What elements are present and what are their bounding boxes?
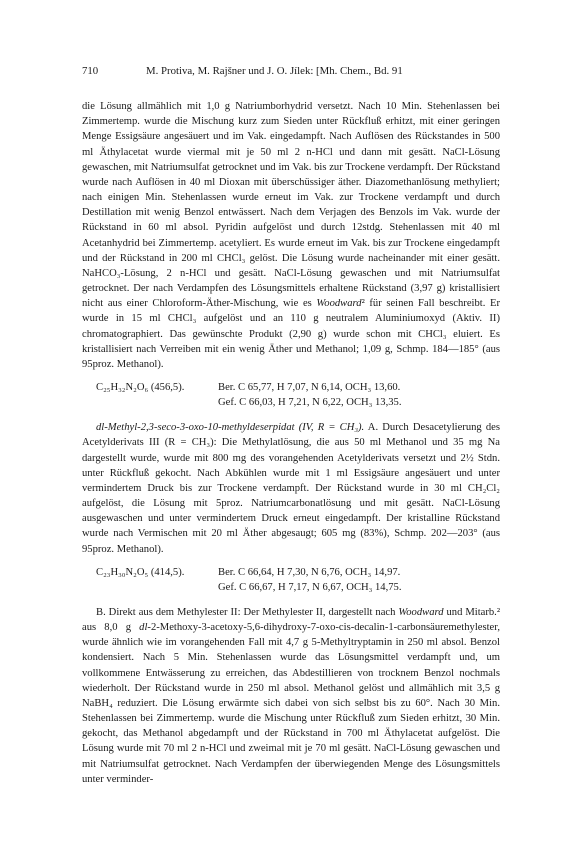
paragraph-text: und Mitarb.² aus 8,0 g — [82, 607, 500, 634]
molecular-formula: C₂₅H₃₂N₂O₆ (456,5). — [96, 381, 185, 393]
analysis-calculated: Ber. C 66,64, H 7,30, N 6,76, OCH₃ 14,97. — [218, 566, 401, 578]
journal-page — [82, 64, 500, 787]
paragraph-reduction — [82, 99, 500, 372]
paragraph-text: die Lösung allmählich mit 1,0 g Natriumborhydrid versetzt. Nach 10 Min. Stehenlassen bei Zimmertemp. wurde die Mischung kurz zum Sieden unter Rückfluß erhitzt, mit einer geringen Menge Essigsäure angesäuert und im Vak. eingedampft. Nach Auflösen des Rückstandes in 500 ml Äthylacetat wurde viermal mit je 50 ml 2 n-HCl und dann mit gesätt. NaCl-Lösung gewaschen, mit Natriumsulfat getrocknet und im Vak. bis zur Trockene verdampft. Der Rückstand wurde nach Auflösen in 40 ml Dioxan mit überschüssiger äther. Diazomethanlösung methyliert; nach einigen Min. Stehenlassen wurde erneut im Vak. zur Trockene verdampft und durch Destillation mit wenig Benzol entwässert. Nach dem Verjagen des Benzols im Vak. wurde der Rückstand in 60 ml absol. Pyridin aufgelöst und durch 12stdg. Stehenlassen mit 40 ml Acetanhydrid bei Zimmertemp. acetyliert. Es wurde erneut im Vak. bis zur Trockene eingedampft und der Rückstand in 200 ml CHCl₃ gelöst. Die Lösung wurde nacheinander mit einer gesätt. NaHCO₃-Lösung, 2 n-HCl und gesätt. NaCl-Lösung gewaschen und mit Natriumsulfat getrocknet. Der nach Verdampfen des Lösungsmittels erhaltene Rückstand (3,97 g) kristallisiert nicht aus einer Chloroform-Äther-Mischung, wie es — [82, 101, 500, 310]
stereo-prefix: dl — [139, 622, 148, 634]
paragraph-method-b — [82, 605, 500, 787]
running-head: M. Protiva, M. Rajšner und J. O. Jílek: [Mh. Chem., Bd. 91 — [146, 65, 403, 77]
paragraph-text: A. Durch Desacetylierung des Acetylderivats III (R = CH₃): Die Methylatlösung, die aus 50 ml Methanol und 35 mg Na dargestellt wurde, wurde mit 800 mg des vorangehenden Acetylderivats versetzt und 2½ Stdn. unter Rückfluß gekocht. Nach Abkühlen wurde mit 1 ml Essigsäure angesäuert und unter vermindertem Druck bis zur Trockene verdampft. Der Rückstand wurde in 30 ml CH₂Cl₂ aufgelöst, die Lösung mit 5proz. Natriumcarbonatlösung und mit gesätt. NaCl-Lösung ausgewaschen und unter vermindertem Druck erneut eingedampft. Der kristalline Rückstand wurde nach Vermischen mit 20 ml Äther abgesaugt; 605 mg (83%), Schmp. 202—203° (aus 95proz. Methanol). — [82, 422, 500, 555]
elemental-analysis — [218, 565, 500, 595]
paragraph-compound-iv — [82, 420, 500, 556]
paragraph-text: B. Direkt aus dem Methylester II: Der Methylester II, dargestellt nach — [96, 607, 396, 618]
page-header — [82, 64, 500, 79]
analysis-found: Gef. C 66,67, H 7,17, N 6,67, OCH₃ 14,75. — [218, 581, 402, 593]
analysis-calculated: Ber. C 65,77, H 7,07, N 6,14, OCH₃ 13,60. — [218, 381, 401, 393]
molecular-formula: C₂₃H₃₀N₂O₅ (414,5). — [96, 566, 185, 578]
analysis-block — [82, 380, 500, 410]
paragraph-text: -2-Methoxy-3-acetoxy-5,6-dihydroxy-7-oxo-cis-decalin-1-carbonsäuremethylester, wurde ähnlich wie im vorangehenden Fall mit 4,7 g 5-Methyltryptamin in 250 ml absol. Benzol kondensiert. Nach 5 Min. Stehenlassen wurde das Lösungsmittel verdampft und, um vollkommene Entwässerung zu erreichen, das Abdestillieren von trocknem Benzol nochmals wiederholt. Der Rückstand wurde in 250 ml absol. Methanol gelöst und allmählich mit 3,5 g NaBH₄ reduziert. Die Lösung erwärmte sich dabei von sich selbst bis zu 60°. Nach 30 Min. Stehenlassen bei Zimmertemp. wurde die Mischung unter Rückfluß zum Sieden erhitzt, 30 Min. gekocht, das Methanol abgedampft und der Rückstand in 700 ml Äthylacetat aufgelöst. Die Lösung wurde mit 70 ml 2 n-HCl und zweimal mit je 70 ml gesätt. NaCl-Lösung gewaschen und mit Natriumsulfat getrocknet. Nach Verdampfen der überwiegenden Menge des Lösungsmittels unter verminder- — [82, 622, 500, 785]
elemental-analysis — [218, 380, 500, 410]
analysis-found: Gef. C 66,03, H 7,21, N 6,22, OCH₃ 13,35. — [218, 397, 402, 409]
author-reference: Woodward — [398, 607, 444, 618]
compound-title: dl-Methyl-2,3-seco-3-oxo-10-methyldeserpidat (IV, R = CH₃). — [96, 422, 365, 434]
author-reference: Woodward — [316, 298, 362, 310]
analysis-block — [82, 565, 500, 595]
paragraph-text: ² für seinen Fall beschreibt. Er wurde in 15 ml CHCl₃ aufgelöst und an 110 g neutralem Aluminiumoxyd (Aktiv. II) chromatographiert. Das gewünschte Produkt (2,90 g) wurde schon mit CHCl₃ eluiert. Es kristallisiert nach Verreiben mit ein wenig Äther und Methanol; 1,09 g, Schmp. 184—185° (aus 95proz. Methanol). — [82, 298, 500, 370]
page-number: 710 — [82, 65, 99, 77]
